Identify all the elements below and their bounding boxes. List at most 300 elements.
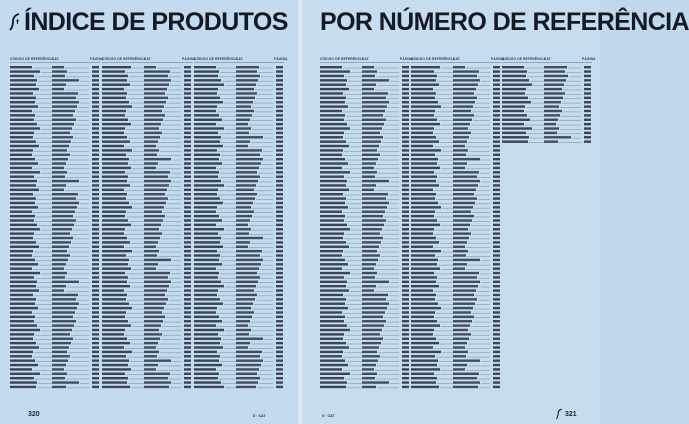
index-row	[194, 158, 283, 160]
index-row	[194, 97, 283, 99]
index-column	[502, 57, 596, 151]
index-row	[194, 329, 283, 331]
index-row	[411, 329, 500, 331]
index-row	[320, 123, 409, 125]
index-row	[10, 267, 99, 269]
index-row	[502, 70, 591, 72]
index-row	[102, 110, 191, 112]
index-row	[320, 246, 409, 248]
index-row	[102, 140, 191, 142]
index-row	[102, 206, 191, 208]
brand-logo-icon	[555, 408, 563, 420]
index-row	[320, 377, 409, 379]
index-row	[320, 281, 409, 283]
index-row	[320, 386, 409, 388]
index-row	[10, 180, 99, 182]
index-row	[10, 298, 99, 300]
index-row	[411, 285, 500, 287]
index-row	[320, 276, 409, 278]
index-row	[194, 92, 283, 94]
index-row	[320, 259, 409, 261]
index-row	[194, 84, 283, 86]
column-header	[102, 57, 196, 63]
index-row	[411, 351, 500, 353]
index-row	[194, 79, 283, 81]
index-row	[320, 202, 409, 204]
index-row	[102, 320, 191, 322]
index-row	[411, 241, 500, 243]
index-row	[411, 154, 500, 156]
index-row	[194, 246, 283, 248]
index-row	[411, 140, 500, 142]
index-row	[411, 342, 500, 344]
column-header-label: PÁGINA	[182, 57, 196, 61]
index-row	[194, 197, 283, 199]
index-row	[102, 267, 191, 269]
index-row	[320, 176, 409, 178]
index-row	[102, 197, 191, 199]
index-row	[194, 259, 283, 261]
index-row	[102, 386, 191, 388]
index-row	[320, 311, 409, 313]
index-row	[10, 114, 99, 116]
index-row	[10, 276, 99, 278]
index-row	[320, 359, 409, 361]
index-row	[102, 224, 191, 226]
index-row	[102, 377, 191, 379]
index-row	[194, 311, 283, 313]
index-row	[10, 359, 99, 361]
index-row	[194, 289, 283, 291]
index-row	[10, 232, 99, 234]
index-row	[502, 127, 591, 129]
index-row	[102, 176, 191, 178]
index-row	[102, 184, 191, 186]
index-row	[194, 364, 283, 366]
index-row	[102, 114, 191, 116]
index-row	[411, 289, 500, 291]
index-row	[411, 246, 500, 248]
index-row	[102, 276, 191, 278]
index-row	[102, 202, 191, 204]
index-row	[194, 176, 283, 178]
index-row	[194, 140, 283, 142]
index-row	[320, 219, 409, 221]
index-row	[194, 355, 283, 357]
index-row	[411, 180, 500, 182]
left-page	[0, 0, 300, 424]
index-row	[194, 75, 283, 77]
index-row	[194, 228, 283, 230]
index-row	[102, 158, 191, 160]
index-row	[10, 246, 99, 248]
index-row	[102, 298, 191, 300]
index-row	[320, 355, 409, 357]
index-row	[10, 92, 99, 94]
index-row	[102, 316, 191, 318]
index-row	[502, 97, 591, 99]
index-row	[10, 294, 99, 296]
index-row	[411, 171, 500, 173]
index-row	[102, 272, 191, 274]
index-row	[10, 140, 99, 142]
index-row	[411, 228, 500, 230]
index-row	[411, 232, 500, 234]
index-row	[411, 110, 500, 112]
index-row	[10, 171, 99, 173]
index-row	[411, 123, 500, 125]
index-row	[102, 127, 191, 129]
index-row	[102, 329, 191, 331]
index-row	[194, 184, 283, 186]
index-row	[194, 351, 283, 353]
index-row	[320, 206, 409, 208]
index-row	[102, 232, 191, 234]
index-row	[320, 105, 409, 107]
index-row	[411, 281, 500, 283]
index-row	[320, 263, 409, 265]
index-row	[10, 132, 99, 134]
index-row	[411, 316, 500, 318]
index-row	[10, 154, 99, 156]
index-row	[411, 377, 500, 379]
index-row	[320, 250, 409, 252]
index-row	[320, 346, 409, 348]
index-row	[502, 88, 591, 90]
index-row	[411, 158, 500, 160]
index-row	[194, 193, 283, 195]
index-row	[411, 224, 500, 226]
index-row	[102, 263, 191, 265]
index-row	[320, 114, 409, 116]
index-row	[194, 294, 283, 296]
index-row	[102, 346, 191, 348]
index-row	[411, 307, 500, 309]
index-row	[10, 101, 99, 103]
index-row	[411, 333, 500, 335]
index-row	[194, 215, 283, 217]
index-row	[102, 285, 191, 287]
index-row	[320, 184, 409, 186]
index-row	[194, 189, 283, 191]
index-row	[102, 97, 191, 99]
index-row	[502, 66, 591, 68]
index-row	[10, 123, 99, 125]
index-row	[194, 250, 283, 252]
index-row	[320, 381, 409, 383]
index-row	[411, 114, 500, 116]
index-row	[411, 211, 500, 213]
index-row	[10, 333, 99, 335]
index-row	[411, 259, 500, 261]
index-row	[320, 167, 409, 169]
column-header-label: PÁGINA	[90, 57, 104, 61]
index-row	[102, 154, 191, 156]
index-row	[10, 381, 99, 383]
column-header	[502, 57, 596, 63]
index-row	[411, 66, 500, 68]
index-row	[194, 254, 283, 256]
index-row	[10, 237, 99, 239]
index-row	[194, 66, 283, 68]
page-title: ÍNDICE DE PRODUTOS	[24, 8, 288, 36]
index-row	[10, 338, 99, 340]
index-row	[194, 237, 283, 239]
index-row	[10, 119, 99, 121]
index-row	[194, 154, 283, 156]
index-row	[10, 149, 99, 151]
index-row	[502, 119, 591, 121]
index-row	[411, 311, 500, 313]
index-row	[10, 79, 99, 81]
index-row	[10, 254, 99, 256]
index-rows	[10, 65, 100, 392]
index-row	[194, 346, 283, 348]
index-row	[10, 355, 99, 357]
index-row	[102, 359, 191, 361]
index-row	[10, 281, 99, 283]
index-row	[10, 342, 99, 344]
index-row	[102, 289, 191, 291]
index-row	[194, 303, 283, 305]
index-row	[320, 307, 409, 309]
index-row	[10, 88, 99, 90]
column-header	[10, 57, 104, 63]
index-column	[10, 57, 104, 397]
index-row	[411, 364, 500, 366]
index-row	[102, 311, 191, 313]
index-row	[502, 84, 591, 86]
column-header-label: PÁGINA	[274, 57, 288, 61]
column-header-label: CAT.	[362, 57, 370, 61]
index-row	[320, 272, 409, 274]
index-rows	[411, 65, 501, 392]
index-row	[194, 324, 283, 326]
index-row	[102, 145, 191, 147]
index-row	[102, 342, 191, 344]
index-row	[10, 136, 99, 138]
index-row	[411, 254, 500, 256]
index-row	[320, 197, 409, 199]
index-row	[10, 285, 99, 287]
index-row	[10, 364, 99, 366]
column-header-label: CAT.	[544, 57, 552, 61]
index-row	[194, 167, 283, 169]
index-row	[320, 320, 409, 322]
index-row	[502, 132, 591, 134]
index-row	[194, 281, 283, 283]
index-rows	[502, 65, 592, 146]
index-row	[411, 189, 500, 191]
index-row	[502, 123, 591, 125]
index-row	[320, 193, 409, 195]
index-row	[102, 167, 191, 169]
index-row	[411, 88, 500, 90]
index-row	[411, 127, 500, 129]
index-row	[320, 324, 409, 326]
index-row	[411, 267, 500, 269]
index-row	[194, 70, 283, 72]
index-row	[194, 381, 283, 383]
page-title-continued: POR NÚMERO DE REFERÊNCIA	[320, 8, 689, 36]
index-row	[411, 298, 500, 300]
index-row	[411, 97, 500, 99]
column-header-label: CÓDIGO DE REFERÊNCIA	[194, 57, 238, 61]
index-row	[194, 211, 283, 213]
index-row	[194, 101, 283, 103]
index-row	[10, 324, 99, 326]
index-row	[320, 228, 409, 230]
index-row	[411, 132, 500, 134]
index-row	[102, 88, 191, 90]
index-row	[10, 167, 99, 169]
index-row	[102, 364, 191, 366]
index-row	[10, 97, 99, 99]
index-row	[194, 272, 283, 274]
index-row	[102, 219, 191, 221]
index-row	[502, 105, 591, 107]
index-row	[320, 154, 409, 156]
index-row	[502, 92, 591, 94]
index-row	[10, 215, 99, 217]
index-row	[194, 219, 283, 221]
index-column	[194, 57, 288, 397]
index-row	[194, 232, 283, 234]
index-row	[194, 202, 283, 204]
index-row	[102, 254, 191, 256]
index-row	[102, 294, 191, 296]
index-row	[10, 184, 99, 186]
index-row	[102, 193, 191, 195]
index-row	[102, 132, 191, 134]
index-row	[320, 101, 409, 103]
index-row	[411, 324, 500, 326]
index-row	[10, 241, 99, 243]
index-row	[194, 320, 283, 322]
index-row	[320, 162, 409, 164]
index-row	[411, 167, 500, 169]
index-row	[102, 373, 191, 375]
index-row	[411, 338, 500, 340]
index-row	[10, 162, 99, 164]
index-row	[411, 250, 500, 252]
index-row	[411, 206, 500, 208]
index-row	[411, 119, 500, 121]
index-row	[411, 176, 500, 178]
column-header	[320, 57, 414, 63]
index-row	[411, 70, 500, 72]
column-header-label: CÓDIGO DE REFERÊNCIA	[10, 57, 54, 61]
index-row	[10, 289, 99, 291]
index-row	[411, 84, 500, 86]
index-row	[102, 355, 191, 357]
index-row	[320, 298, 409, 300]
index-row	[10, 70, 99, 72]
index-row	[194, 307, 283, 309]
index-row	[411, 105, 500, 107]
index-row	[102, 79, 191, 81]
index-row	[194, 316, 283, 318]
index-row	[10, 176, 99, 178]
column-header-label: CÓDIGO DE REFERÊNCIA	[102, 57, 146, 61]
index-row	[102, 101, 191, 103]
index-row	[411, 184, 500, 186]
index-row	[102, 281, 191, 283]
index-row	[102, 189, 191, 191]
index-row	[320, 303, 409, 305]
index-row	[320, 136, 409, 138]
index-row	[102, 66, 191, 68]
index-row	[102, 105, 191, 107]
index-row	[320, 84, 409, 86]
index-row	[320, 88, 409, 90]
index-row	[194, 241, 283, 243]
column-header-label: PÁGINA	[582, 57, 596, 61]
index-row	[10, 110, 99, 112]
index-row	[411, 263, 500, 265]
page-number: 321	[565, 411, 577, 418]
index-row	[102, 338, 191, 340]
index-row	[320, 140, 409, 142]
index-row	[320, 351, 409, 353]
index-row	[10, 373, 99, 375]
index-row	[102, 162, 191, 164]
index-row	[320, 285, 409, 287]
index-row	[194, 132, 283, 134]
index-row	[10, 224, 99, 226]
index-row	[102, 70, 191, 72]
index-row	[10, 189, 99, 191]
index-row	[411, 355, 500, 357]
index-row	[10, 127, 99, 129]
index-row	[10, 368, 99, 370]
index-row	[10, 228, 99, 230]
index-row	[411, 215, 500, 217]
index-row	[10, 66, 99, 68]
index-row	[411, 145, 500, 147]
index-row	[320, 158, 409, 160]
index-row	[10, 206, 99, 208]
index-row	[102, 381, 191, 383]
index-row	[320, 171, 409, 173]
index-row	[194, 285, 283, 287]
column-header-label: CAT.	[236, 57, 244, 61]
index-row	[411, 320, 500, 322]
index-row	[411, 368, 500, 370]
index-row	[102, 149, 191, 151]
index-row	[320, 215, 409, 217]
index-row	[194, 298, 283, 300]
index-row	[194, 338, 283, 340]
index-row	[10, 272, 99, 274]
index-row	[411, 162, 500, 164]
index-row	[194, 263, 283, 265]
index-rows	[320, 65, 410, 392]
index-row	[10, 351, 99, 353]
index-row	[10, 386, 99, 388]
index-row	[102, 136, 191, 138]
index-row	[10, 320, 99, 322]
index-row	[320, 180, 409, 182]
index-row	[10, 259, 99, 261]
index-row	[411, 381, 500, 383]
index-row	[320, 316, 409, 318]
index-row	[411, 75, 500, 77]
index-row	[10, 84, 99, 86]
index-row	[411, 101, 500, 103]
index-column	[102, 57, 196, 397]
index-row	[320, 289, 409, 291]
